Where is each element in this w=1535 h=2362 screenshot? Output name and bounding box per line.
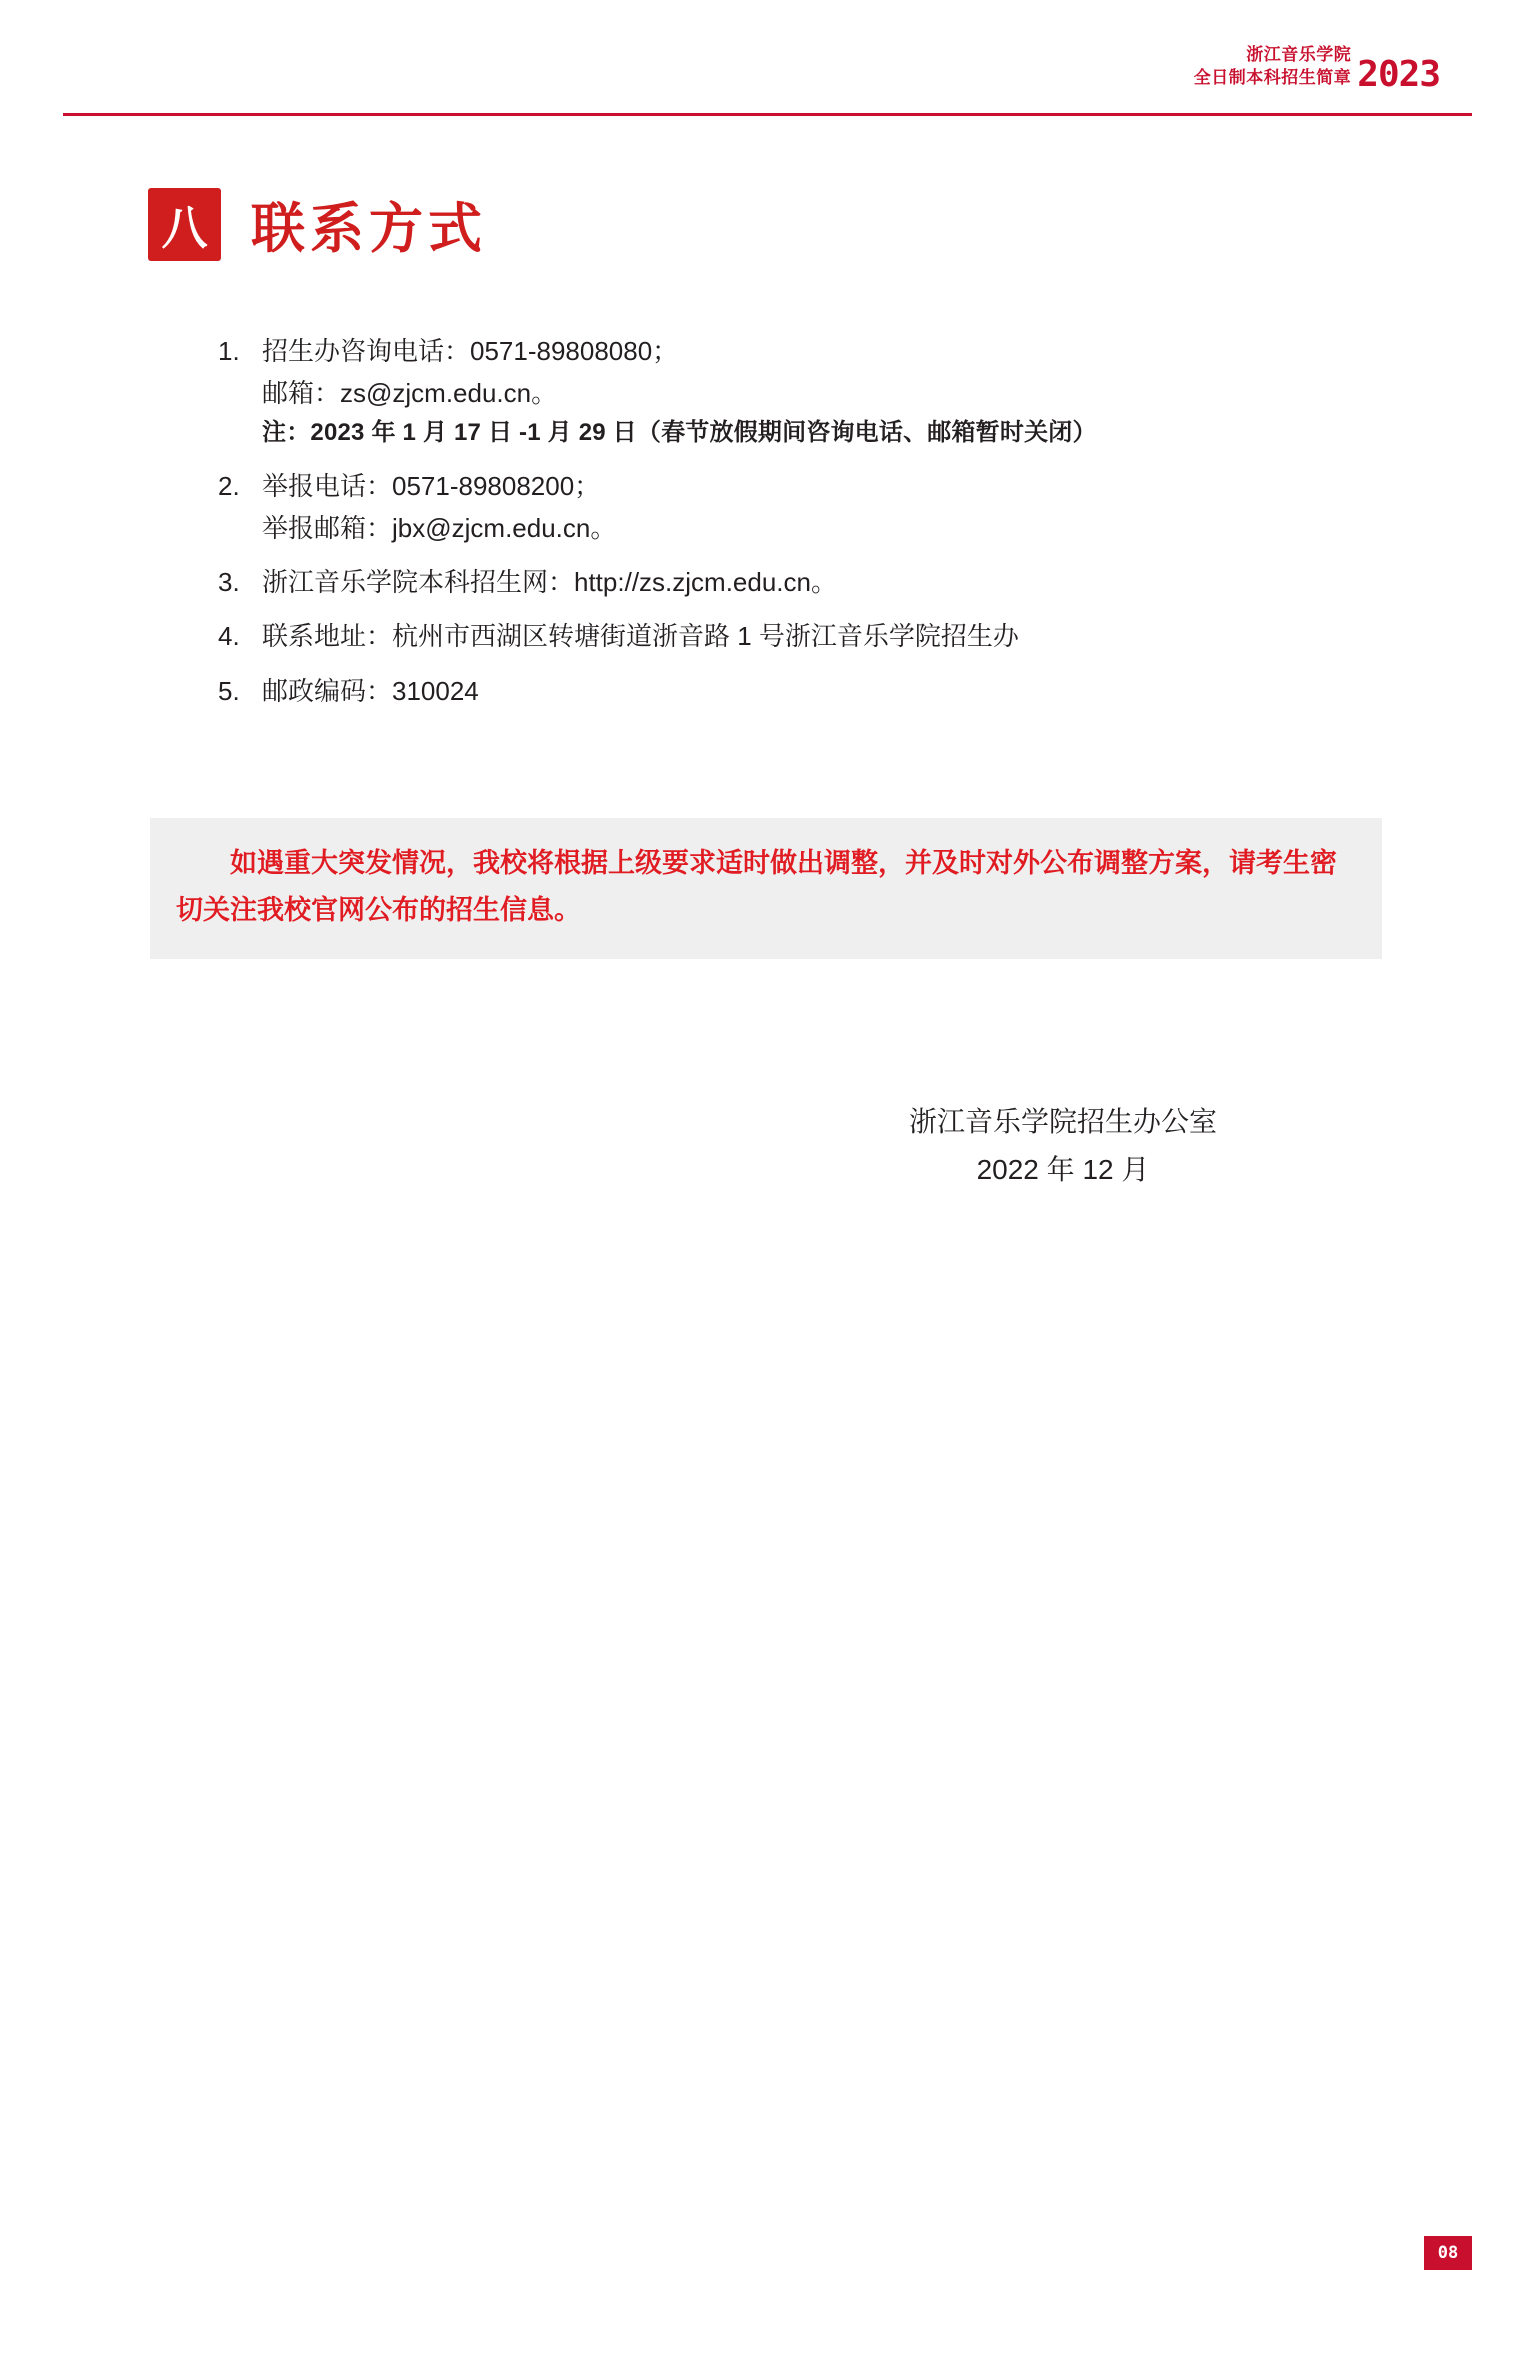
section-title: 联系方式: [251, 197, 487, 260]
header-year: 2023: [1357, 53, 1440, 95]
list-item: [218, 330, 1368, 453]
list-item: [218, 670, 1368, 712]
signature-date: 2022 年 12 月: [976, 1153, 1150, 1185]
notice-box: [150, 818, 1382, 959]
list-item: [218, 615, 1368, 657]
signature-block: [909, 1098, 1217, 1193]
header-brand-lines: [1194, 44, 1352, 90]
list-item-body: [262, 465, 1368, 549]
list-item-body: [262, 670, 1368, 712]
contact-note-line: 注：2023 年 1 月 17 日 -1 月 29 日（春节放假期间咨询电话、邮箱暂时关闭）: [262, 419, 1097, 447]
signature-organization: 浙江音乐学院招生办公室: [908, 1106, 1217, 1137]
contact-email-line: 邮箱：zs@zjcm.edu.cn。: [262, 378, 558, 409]
header-school-name: 浙江音乐学院: [1246, 45, 1352, 64]
postal-code-line: 邮政编码：310024: [262, 675, 479, 706]
page-number: 08: [1424, 2236, 1472, 2270]
report-phone-line: 举报电话：0571-89808200；: [262, 471, 601, 502]
header-brand: [1193, 44, 1440, 95]
contact-phone-line: 招生办咨询电话：0571-89808080；: [262, 336, 679, 366]
list-item-body: [262, 615, 1368, 657]
header-brochure-name: 全日制本科招生简章: [1193, 67, 1352, 87]
header-divider: [63, 113, 1472, 116]
notice-text: 如遇重大突发情况，我校将根据上级要求适时做出调整，并及时对外公布调整方案，请考生密切关注我校官网公布的招生信息。: [176, 848, 1337, 926]
section-number-badge: 八: [148, 188, 221, 261]
list-item-body: [262, 330, 1368, 453]
list-item-index: 2.: [218, 471, 240, 502]
admissions-website-line: 浙江音乐学院本科招生网：http://zs.zjcm.edu.cn。: [262, 567, 837, 598]
address-line: 联系地址：杭州市西湖区转塘街道浙音路 1 号浙江音乐学院招生办: [262, 621, 1019, 652]
list-item-index: 4.: [218, 621, 240, 652]
page-header: [0, 0, 1535, 120]
list-item-index: 3.: [218, 567, 240, 598]
list-item: [218, 561, 1368, 603]
list-item-index: 5.: [218, 675, 240, 706]
section-heading: [148, 186, 487, 263]
list-item-body: [262, 561, 1368, 603]
contact-list: [218, 330, 1368, 724]
list-item: [218, 465, 1368, 549]
list-item-index: 1.: [218, 336, 240, 366]
report-email-line: 举报邮箱：jbx@zjcm.edu.cn。: [262, 513, 617, 544]
